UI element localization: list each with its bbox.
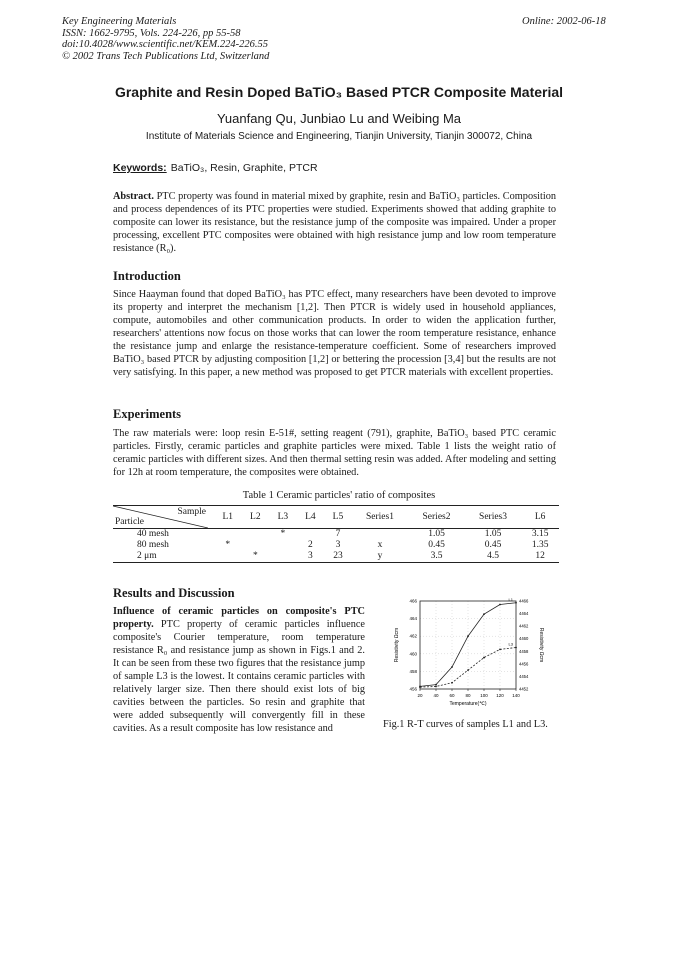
table-cell: 3 (335, 540, 341, 550)
table-cell: 2 (308, 540, 313, 550)
table-cell (269, 540, 297, 551)
table-cell: y (352, 551, 409, 563)
table-cell (242, 540, 270, 551)
table-cell (214, 551, 242, 563)
x-tick-label: 120 (496, 693, 504, 698)
x-tick-label: 100 (480, 693, 488, 698)
keywords-label: Keywords: (113, 162, 167, 174)
data-point-l3 (515, 647, 517, 649)
y-right-tick-label: 4464 (519, 611, 529, 617)
column-header: Series3 (465, 506, 522, 529)
doi: doi:10.4028/www.scientific.net/KEM.224-226.55 (62, 39, 268, 50)
introduction-text: Since Haayman found that doped BaTiO₃ has PTC effect, many researchers have been devoted to improve its property and interpret the mechanism [1,2]. Then PTCR is widely used in household appliances, compute, automobiles and other communication products. In order to widen the application further, researchers' attentions now focus on those works that can lower the room temperature resistance, enhance the resistance jump and enlarge the resistance-temperature coefficient. Some of researchers improved BaTiO₃ based PTCR by adjusting composition [1,2] or bettering the procession [3,4] but the results are not very satisfying. In this paper, a new method was proposed to get PTCR materials with excellent properties. (113, 289, 556, 378)
table-cell (352, 529, 409, 541)
table-cell: 0.45 (428, 540, 445, 550)
composition-table (113, 505, 559, 563)
abstract-label: Abstract. (113, 191, 154, 202)
column-header: Series1 (352, 506, 409, 529)
data-point-l1 (515, 602, 517, 604)
y-right-tick-label: 4452 (519, 686, 529, 692)
results-text (113, 605, 365, 735)
introduction-heading: Introduction (113, 269, 181, 283)
data-point-l1 (483, 613, 485, 615)
y-left-axis-label: Resistivity Ωcm (394, 627, 400, 663)
table-cell: 1.05 (428, 529, 445, 539)
plot-frame (420, 601, 516, 689)
figure-caption: Fig.1 R-T curves of samples L1 and L3. (383, 719, 548, 730)
online-date: Online: 2002-06-18 (522, 16, 606, 27)
authors: Yuanfang Qu, Junbiao Lu and Weibing Ma (216, 111, 462, 126)
y-right-tick-label: 4458 (519, 648, 529, 654)
y-left-tick-label: 464 (409, 616, 417, 622)
data-point-l3 (467, 669, 469, 671)
column-header: L5 (324, 506, 352, 529)
table-header-row (113, 506, 559, 529)
table-cell: 3 (297, 551, 325, 563)
data-point-l1 (499, 604, 501, 606)
results-body: PTC property of ceramic particles influence composite's Courier temperature, room temperature resistance R₀ and resistance jump as shown in Figs.1 and 2. It can be seen from these two figures that the resistance jump of sample L3 is the lowest. It contains ceramic particles with relatively larger size. Then there should exist lots of big cavities between the particles. So resin and graphite that were added subsequently will convergently fill in these cavities. As a result composite has low resistance and (113, 619, 366, 734)
column-header: L3 (269, 506, 297, 529)
y-left-tick-label: 466 (409, 598, 417, 604)
table-cell: * (280, 529, 286, 539)
table-cell: * (242, 551, 270, 563)
table-cell: * (225, 540, 231, 550)
data-point-l3 (451, 682, 453, 684)
y-right-tick-label: 4456 (519, 661, 529, 667)
row-label: 40 mesh (137, 529, 169, 539)
table-cell: 1.35 (531, 540, 549, 550)
y-left-tick-label: 458 (409, 668, 417, 674)
y-right-axis-label: Resistivity Ωcm (538, 627, 544, 663)
corner-particle-label: Particle (115, 517, 145, 527)
table-cell: 1.05 (484, 529, 502, 539)
y-right-tick-label: 4462 (519, 623, 529, 629)
rt-curve-chart (386, 593, 546, 723)
row-label: 2 μm (113, 551, 214, 563)
x-tick-label: 80 (465, 693, 471, 698)
table-row (113, 540, 559, 551)
y-left-tick-label: 462 (409, 633, 417, 639)
row-label: 80 mesh (137, 540, 169, 550)
data-point-l1 (467, 635, 469, 637)
y-right-tick-label: 4460 (519, 636, 529, 642)
journal-name: Key Engineering Materials (62, 16, 177, 27)
experiments-heading: Experiments (113, 407, 182, 421)
abstract-text: PTC property was found in material mixed by graphite, resin and BaTiO₃ particles. Composition and process dependences of its PTC properties were studied. Experiments showed that adding graphite to composite can lower its resistance, but the resistance jump of the composite was impaired. Under a proper processing, excellent PTC composites were obtained with high resistance jump and low room temperature resistance (R₀). (113, 191, 556, 254)
table-cell (297, 529, 325, 541)
table-cell: 23 (324, 551, 352, 563)
table-cell: x (377, 540, 383, 550)
data-point-l3 (499, 649, 501, 651)
x-tick-label: 40 (433, 693, 439, 698)
column-header: L1 (214, 506, 242, 529)
data-point-l3 (483, 657, 485, 659)
x-tick-label: 140 (512, 693, 520, 698)
data-point-l3 (435, 686, 437, 688)
table-caption: Table 1 Ceramic particles' ratio of composites (242, 490, 436, 501)
data-point-l1 (451, 666, 453, 668)
issn: ISSN: 1662-9795, Vols. 224-226, pp 55-58 (62, 27, 241, 39)
table-cell (214, 529, 242, 541)
y-right-tick-label: 4466 (519, 598, 529, 604)
y-left-tick-label: 456 (409, 686, 417, 692)
results-heading: Results and Discussion (113, 586, 235, 600)
column-header: L6 (521, 506, 559, 529)
table-cell: 7 (335, 529, 341, 539)
x-tick-label: 20 (417, 693, 423, 698)
table-cell (269, 551, 297, 563)
column-header: L4 (297, 506, 325, 529)
table-cell: 0.45 (484, 540, 502, 550)
table-row (113, 529, 559, 541)
y-left-tick-label: 460 (409, 651, 417, 657)
table-cell: 12 (521, 551, 559, 563)
table-cell: 3.15 (531, 529, 549, 539)
column-header: L2 (242, 506, 270, 529)
paper-title: Graphite and Resin Doped BaTiO₃ Based PTCR Composite Material (114, 84, 564, 100)
table-cell: 4.5 (465, 551, 522, 563)
series-label: L3 (508, 641, 513, 647)
table-row (113, 551, 559, 563)
x-tick-label: 60 (449, 693, 455, 698)
results-subheading: Influence of ceramic particles on composite's PTC property. (113, 606, 365, 630)
table-cell (242, 529, 270, 541)
column-header: Series2 (408, 506, 465, 529)
experiments-text: The raw materials were: loop resin E-51#, setting reagent (791), graphite, BaTiO₃ based PTC ceramic particles. Firstly, ceramic particles and graphite particles were mixed. Table 1 lists the weight ratio of ceramic particles with different sizes. And then thermal setting resin was added. After modeling and setting for 12h at room temperature, the composites were obtained. (113, 428, 556, 478)
series-label: L1 (508, 596, 513, 602)
keywords (113, 162, 318, 174)
table-cell: 3.5 (408, 551, 465, 563)
affiliation: Institute of Materials Science and Engineering, Tianjin University, Tianjin 300072, China (145, 131, 533, 142)
journal-header (62, 16, 269, 62)
abstract (113, 190, 556, 255)
keywords-text: BaTiO₃, Resin, Graphite, PTCR (170, 162, 318, 174)
data-point-l3 (419, 686, 421, 688)
table-corner-cell (113, 506, 214, 529)
corner-sample-label: Sample (177, 507, 206, 517)
y-right-tick-label: 4454 (519, 673, 529, 679)
data-point-l1 (435, 684, 437, 686)
x-axis-label: Temperature(℃) (449, 701, 487, 707)
copyright: © 2002 Trans Tech Publications Ltd, Switzerland (62, 50, 270, 62)
